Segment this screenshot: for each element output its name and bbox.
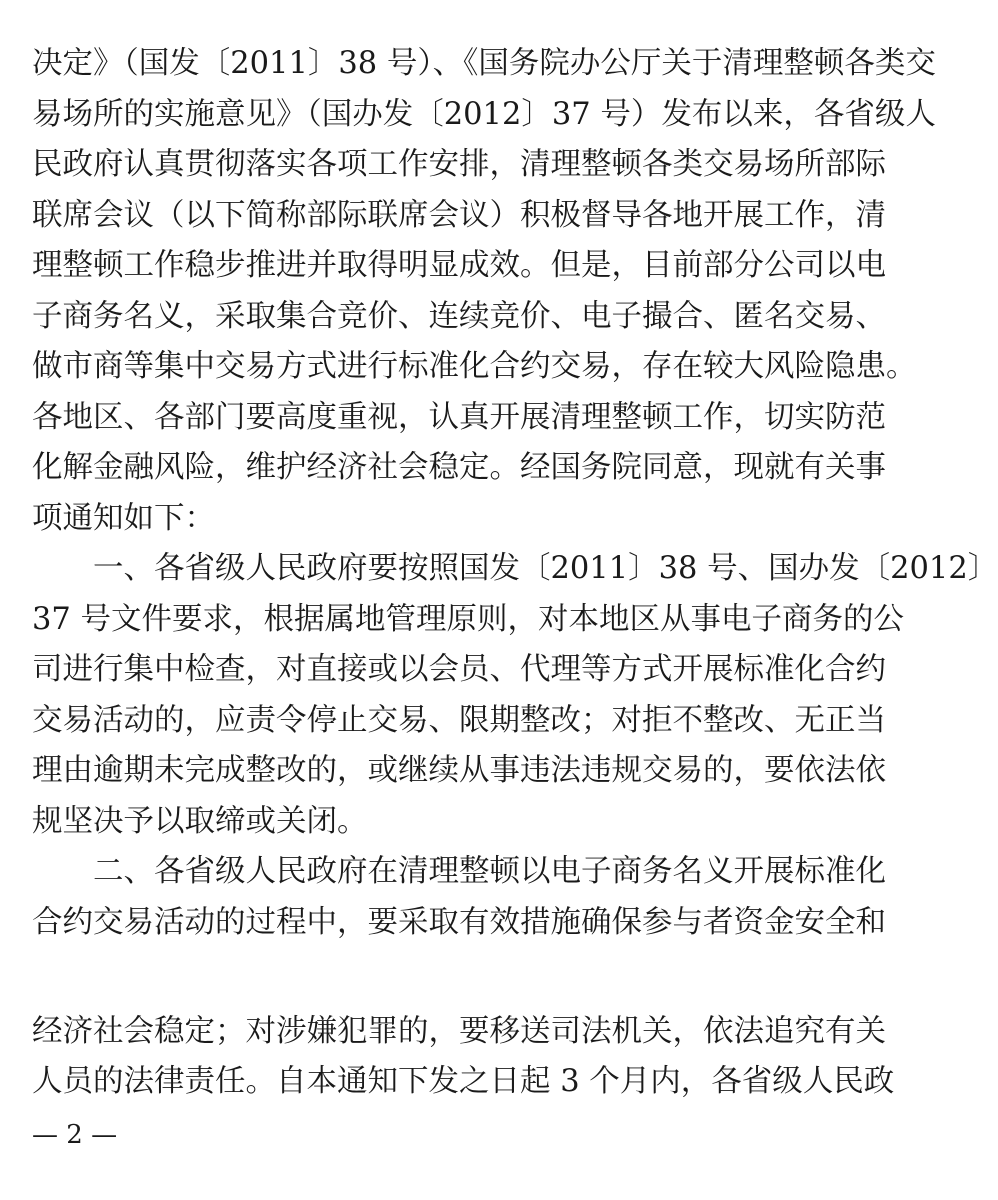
body-text-line: 易场所的实施意见》（国办发〔2012〕37 号）发布以来，各省级人	[32, 97, 936, 132]
body-text-line: 化解金融风险，维护经济社会稳定。经国务院同意，现就有关事	[32, 450, 886, 485]
body-text-line: 子商务名义，采取集合竞价、连续竞价、电子撮合、匿名交易、	[32, 299, 886, 334]
paragraph-one-line: 一、各省级人民政府要按照国发〔2011〕38 号、国办发〔2012〕	[32, 551, 998, 586]
paragraph-two-line: 人员的法律责任。自本通知下发之日起 3 个月内，各省级人民政	[32, 1064, 895, 1099]
body-text-line: 民政府认真贯彻落实各项工作安排，清理整顿各类交易场所部际	[32, 147, 886, 182]
page-number: — 2 —	[32, 1120, 118, 1150]
paragraph-one-line: 37 号文件要求，根据属地管理原则，对本地区从事电子商务的公	[32, 602, 905, 637]
paragraph-two-line: 经济社会稳定；对涉嫌犯罪的，要移送司法机关，依法追究有关	[32, 1014, 886, 1049]
body-text-line: 项通知如下：	[32, 501, 215, 536]
paragraph-one-line: 司进行集中检查，对直接或以会员、代理等方式开展标准化合约	[32, 652, 886, 687]
paragraph-one-line: 交易活动的，应责令停止交易、限期整改；对拒不整改、无正当	[32, 703, 886, 738]
paragraph-two-line: 二、各省级人民政府在清理整顿以电子商务名义开展标准化	[32, 854, 886, 889]
paragraph-one-line: 理由逾期未完成整改的，或继续从事违法违规交易的，要依法依	[32, 753, 886, 788]
paragraph-one-line: 规坚决予以取缔或关闭。	[32, 804, 368, 839]
body-text-line: 决定》（国发〔2011〕38 号）、《国务院办公厅关于清理整顿各类交	[32, 46, 936, 81]
paragraph-two-line: 合约交易活动的过程中，要采取有效措施确保参与者资金安全和	[32, 905, 886, 940]
body-text-line: 联席会议（以下简称部际联席会议）积极督导各地开展工作，清	[32, 198, 886, 233]
body-text-line: 理整顿工作稳步推进并取得明显成效。但是，目前部分公司以电	[32, 248, 886, 283]
body-text-line: 做市商等集中交易方式进行标准化合约交易，存在较大风险隐患。	[32, 349, 917, 384]
body-text-line: 各地区、各部门要高度重视，认真开展清理整顿工作，切实防范	[32, 400, 886, 435]
